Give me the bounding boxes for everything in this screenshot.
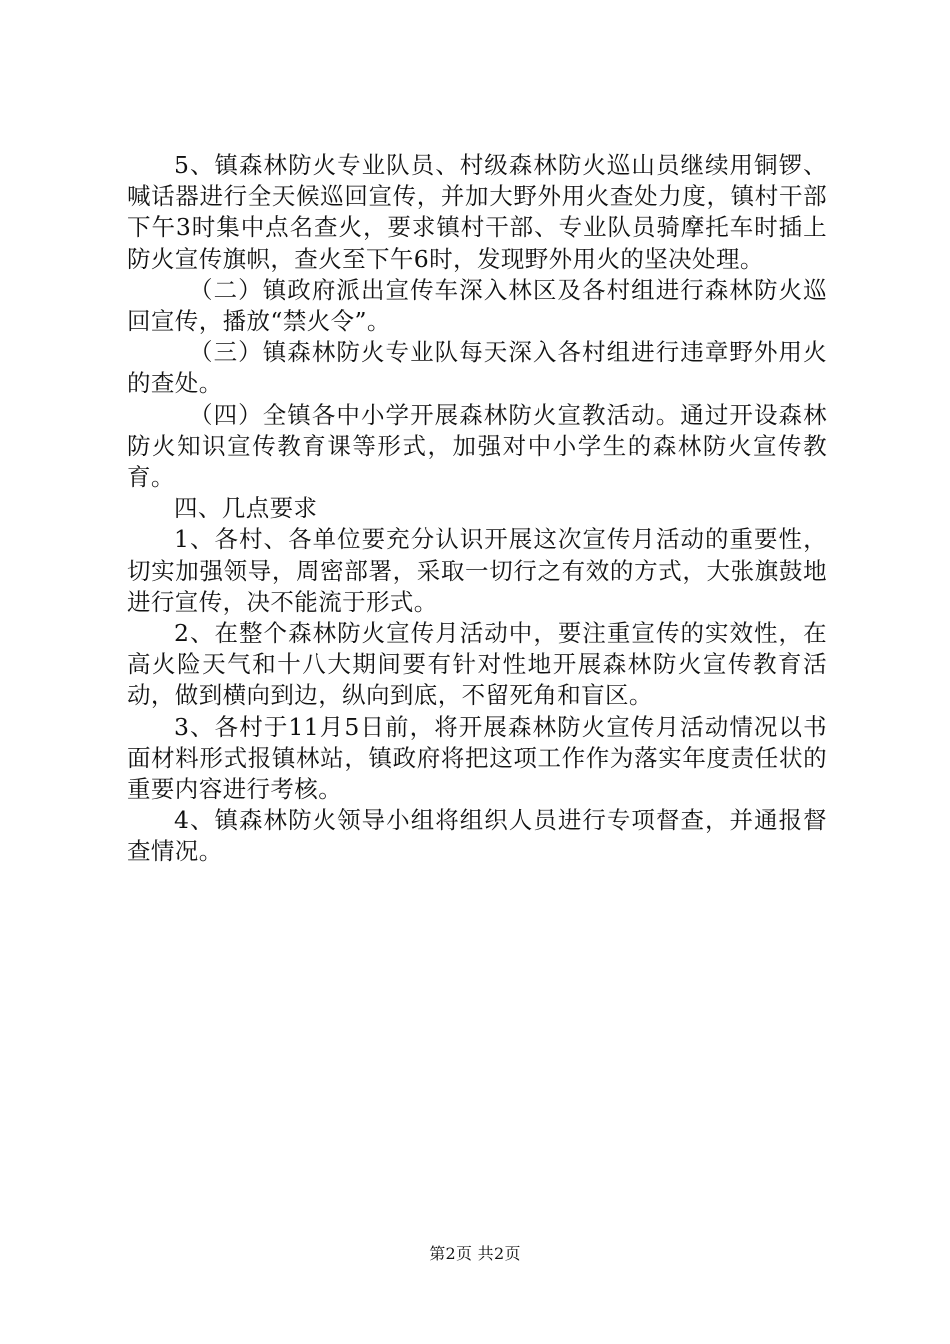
- page-number-label: 第2页 共2页: [429, 1244, 521, 1263]
- document-body: [127, 150, 827, 868]
- paragraph-item-3: （三）镇森林防火专业队每天深入各村组进行违章野外用火的查处。: [127, 338, 827, 398]
- paragraph-requirement-4: 4、镇森林防火领导小组将组织人员进行专项督查，并通报督查情况。: [127, 806, 827, 866]
- page-footer: [0, 1243, 950, 1265]
- section-heading-requirements: 四、几点要求: [174, 494, 318, 523]
- paragraph-requirement-1: 1、各村、各单位要充分认识开展这次宣传月活动的重要性，切实加强领导，周密部署，采取一切行之有效的方式，大张旗鼓地进行宣传，决不能流于形式。: [127, 525, 827, 616]
- paragraph-item-4: （四）全镇各中小学开展森林防火宣教活动。通过开设森林防火知识宣传教育课等形式，加强对中小学生的森林防火宣传教育。: [127, 400, 827, 492]
- paragraph-item-5: 5、镇森林防火专业队员、村级森林防火巡山员继续用铜锣、喊话器进行全天候巡回宣传，并加大野外用火查处力度，镇村干部下午3时集中点名查火，要求镇村干部、专业队员骑摩托车时插上防火宣传旗帜，查火至下午6时，发现野外用火的坚决处理。: [127, 151, 827, 273]
- paragraph-requirement-3: 3、各村于11月5日前，将开展森林防火宣传月活动情况以书面材料形式报镇林站，镇政府将把这项工作作为落实年度责任状的重要内容进行考核。: [127, 712, 827, 804]
- paragraph-item-2: （二）镇政府派出宣传车深入林区及各村组进行森林防火巡回宣传，播放“禁火令”。: [127, 275, 827, 336]
- paragraph-requirement-2: 2、在整个森林防火宣传月活动中，要注重宣传的实效性，在高火险天气和十八大期间要有针对性地开展森林防火宣传教育活动，做到横向到边，纵向到底，不留死角和盲区。: [127, 619, 827, 710]
